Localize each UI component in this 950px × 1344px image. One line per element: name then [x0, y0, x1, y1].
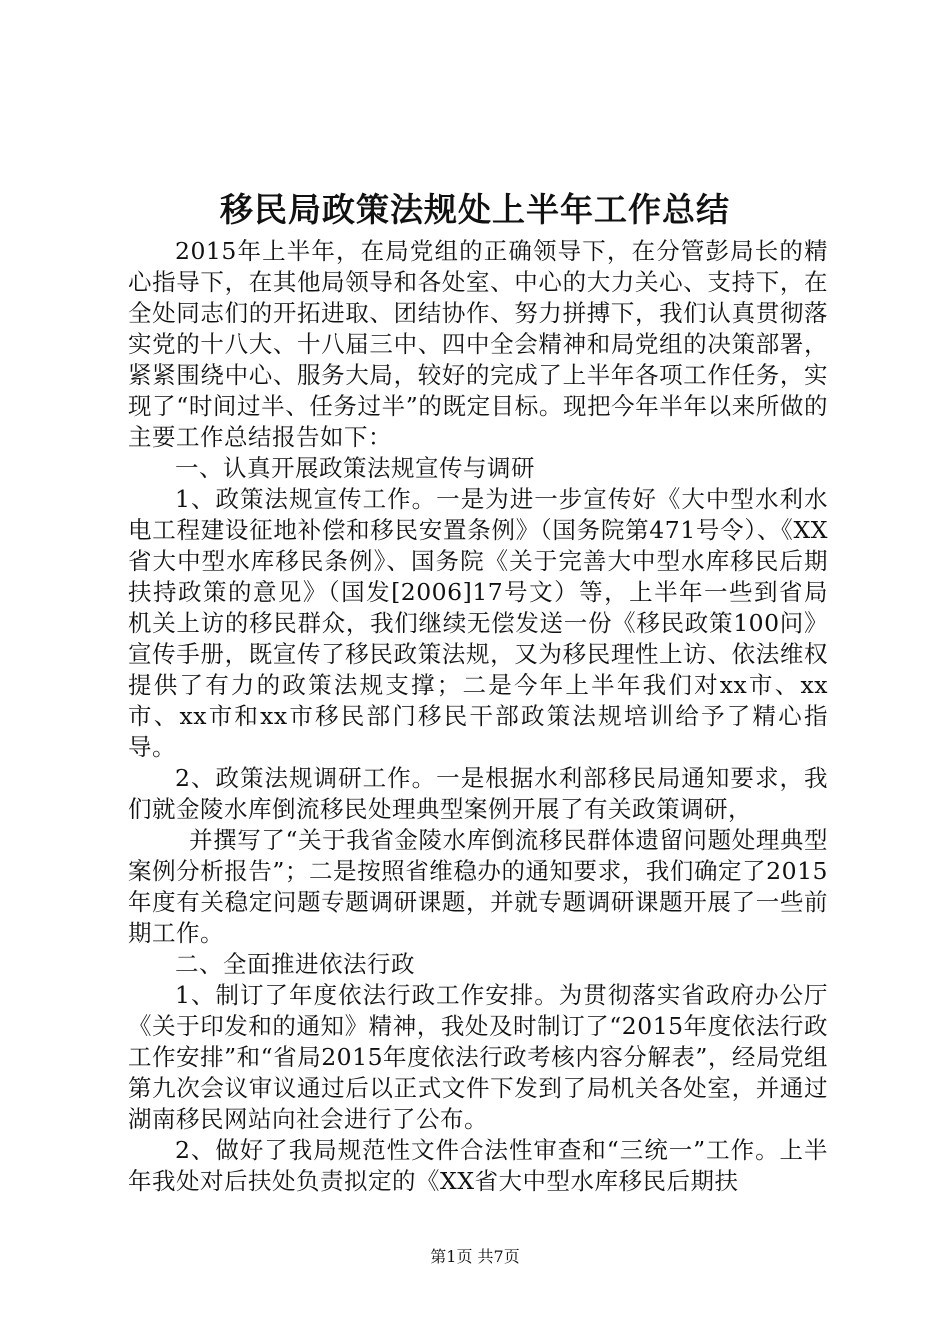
page-number-footer: 第1页 共7页	[430, 1247, 520, 1266]
paragraph: 并撰写了“关于我省金陵水库倒流移民群体遗留问题处理典型案例分析报告”；二是按照省维稳办的通知要求，我们确定了2015年度有关稳定问题专题调研课题，并就专题调研课题开展了一些前期工作。	[128, 826, 828, 947]
section-heading: 一、认真开展政策法规宣传与调研	[175, 454, 535, 482]
paragraph: 1、政策法规宣传工作。一是为进一步宣传好《大中型水利水电工程建设征地补偿和移民安置条例》（国务院第471号令）、《XX省大中型水库移民条例》、国务院《关于完善大中型水库移民后期扶持政策的意见》（国发[2006]17号文）等，上半年一些到省局机关上访的移民群众，我们继续无偿发送一份《移民政策100问》宣传手册，既宣传了移民政策法规，又为移民理性上访、依法维权提供了有力的政策法规支撑；二是今年上半年我们对xx市、xx市、xx市和xx市移民部门移民干部政策法规培训给予了精心指导。	[128, 485, 828, 761]
paragraph: 2、政策法规调研工作。一是根据水利部移民局通知要求，我们就金陵水库倒流移民处理典型案例开展了有关政策调研，	[128, 764, 828, 823]
document-title: 移民局政策法规处上半年工作总结	[220, 190, 730, 229]
section-heading: 二、全面推进依法行政	[175, 950, 415, 978]
document-body	[128, 236, 828, 1197]
paragraph: 2015年上半年，在局党组的正确领导下，在分管彭局长的精心指导下，在其他局领导和各处室、中心的大力关心、支持下，在全处同志们的开拓进取、团结协作、努力拼搏下，我们认真贯彻落实党的十八大、十八届三中、四中全会精神和局党组的决策部署，紧紧围绕中心、服务大局，较好的完成了上半年各项工作任务，实现了“时间过半、任务过半”的既定目标。现把今年半年以来所做的主要工作总结报告如下：	[128, 237, 828, 451]
paragraph: 2、做好了我局规范性文件合法性审查和“三统一”工作。上半年我处对后扶处负责拟定的《XX省大中型水库移民后期扶	[128, 1136, 828, 1195]
paragraph: 1、制订了年度依法行政工作安排。为贯彻落实省政府办公厅《关于印发和的通知》精神，我处及时制订了“2015年度依法行政工作安排”和“省局2015年度依法行政考核内容分解表”，经局党组第九次会议审议通过后以正式文件下发到了局机关各处室，并通过湖南移民网站向社会进行了公布。	[128, 981, 828, 1133]
